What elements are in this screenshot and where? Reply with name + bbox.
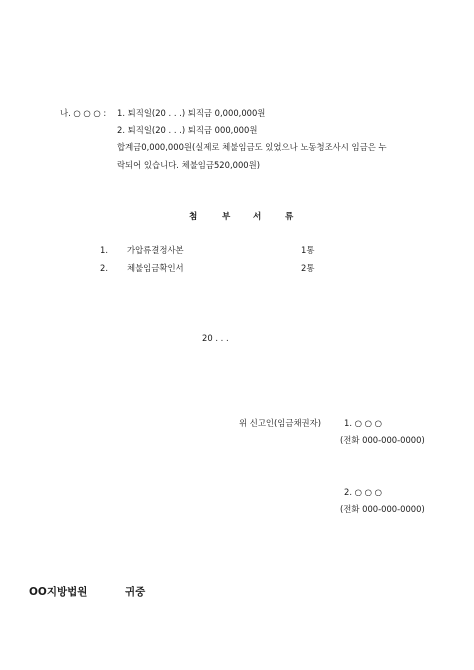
attachment-2-name: 체불임금확인서 bbox=[127, 263, 184, 273]
attachments-title-char-2: 부 bbox=[222, 212, 231, 222]
attachment-2-number: 2. bbox=[100, 263, 108, 273]
attachments-title-char-3: 서 bbox=[253, 212, 262, 222]
reporter-first-name: 1. ○ ○ ○ bbox=[344, 418, 382, 428]
reporter-label: 위 신고인(임금채권자) bbox=[239, 418, 322, 428]
court-honorific: 귀중 bbox=[125, 586, 146, 598]
total-amount-line: 합계금0,000,000원(실제로 체불임금도 있었으나 노동청조사시 임금은 누 bbox=[117, 142, 387, 152]
reporter-second-phone: (전화 000-000-0000) bbox=[340, 504, 425, 514]
court-name: OO지방법원 bbox=[29, 586, 88, 598]
section-na-prefix: 나. ○ ○ ○ : bbox=[60, 108, 107, 118]
attachment-2-count: 2통 bbox=[301, 263, 315, 273]
retirement-line-1: 1. 퇴직일(20 . . .) 퇴직금 0,000,000원 bbox=[117, 108, 266, 118]
attachment-1-number: 1. bbox=[100, 245, 108, 255]
total-amount-line-cont: 락되어 있습니다. 체불임금520,000원) bbox=[117, 160, 260, 170]
attachments-title-char-4: 류 bbox=[285, 212, 294, 222]
reporter-first-phone: (전화 000-000-0000) bbox=[340, 435, 425, 445]
reporter-second-name: 2. ○ ○ ○ bbox=[344, 487, 382, 497]
attachments-title-char-1: 첨 bbox=[189, 212, 198, 222]
attachment-1-count: 1통 bbox=[301, 245, 315, 255]
attachment-1-name: 가압류결정사본 bbox=[127, 245, 184, 255]
date-line: 20 . . . bbox=[202, 333, 229, 343]
retirement-line-2: 2. 퇴직일(20 . . .) 퇴직금 000,000원 bbox=[117, 125, 258, 135]
